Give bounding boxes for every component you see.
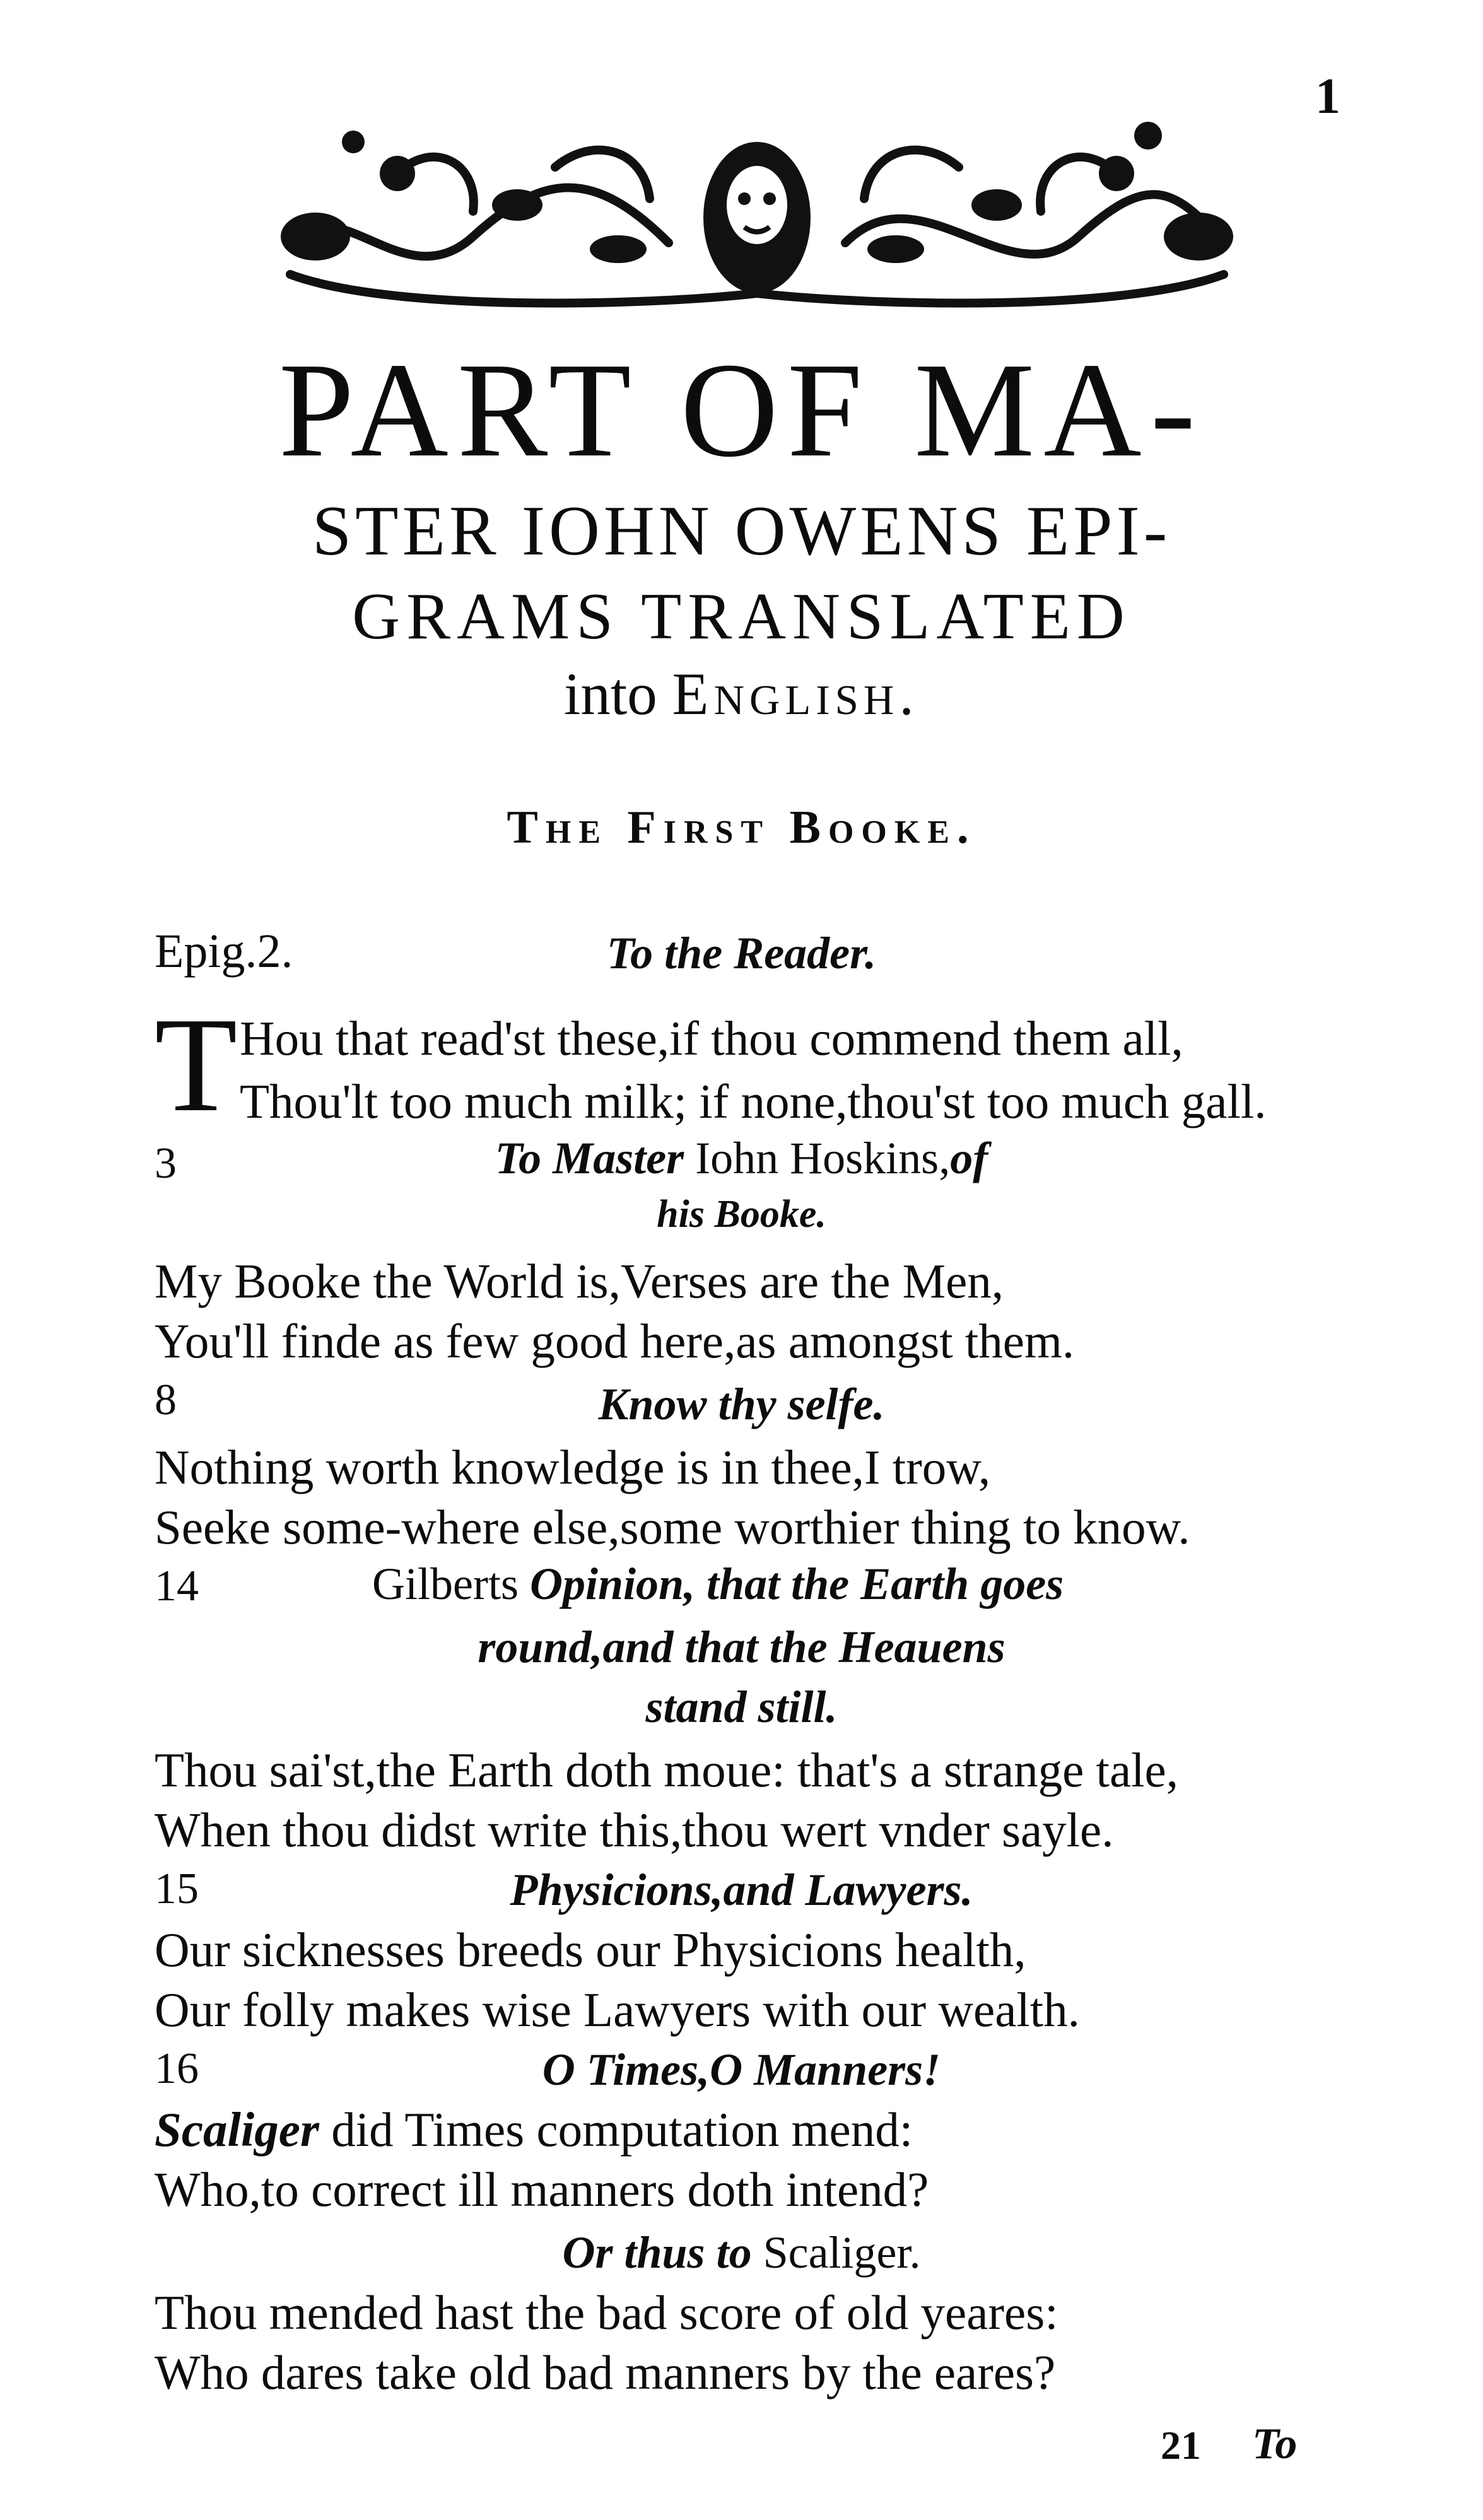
- drop-cap: T: [155, 989, 238, 1140]
- title-into: into: [564, 660, 672, 727]
- verse-line: Seeke some-where else,some worthier thing to know.: [155, 1500, 1190, 1554]
- title-line-1: PART OF MA-: [278, 334, 1205, 485]
- verse-line: Our folly makes wise Lawyers with our wealth.: [155, 1983, 1080, 2037]
- epigram-heading-cont: stand still.: [645, 1682, 838, 1732]
- heading-name: Iohn Hoskins,: [695, 1133, 951, 1183]
- epigram-heading: O Times,O Manners!: [542, 2044, 941, 2095]
- epigram-heading: Know thy selfe.: [598, 1379, 885, 1429]
- verse-line: Who dares take old bad manners by the eares?: [155, 2345, 1056, 2400]
- headpiece-ornament: [265, 110, 1249, 322]
- verse-line: Thou sai'st,the Earth doth moue: that's a strange tale,: [155, 1743, 1178, 1797]
- catchword: To: [1252, 2420, 1298, 2468]
- folio-number: 1: [1315, 69, 1340, 124]
- epigram-number: 8: [155, 1376, 177, 1424]
- signature-mark: 21: [1161, 2423, 1201, 2468]
- epigram-number: 3: [155, 1139, 177, 1188]
- verse-line: Who,to correct ill manners doth intend?: [155, 2162, 929, 2217]
- verse-line: My Booke the World is,Verses are the Men,: [155, 1254, 1004, 1308]
- title-line-3: GRAMS TRANSLATED: [352, 579, 1131, 653]
- verse-text: did Times computation mend:: [319, 2102, 913, 2157]
- heading-part: of: [950, 1133, 988, 1183]
- verse-line: [155, 2101, 913, 2159]
- book-heading: The First Booke.: [507, 802, 976, 853]
- title-line-4: [0, 659, 1483, 729]
- epigram-number: 15: [155, 1865, 199, 1913]
- epigram-heading-cont: his Booke.: [657, 1193, 826, 1236]
- verse-line: Thou'lt too much milk; if none,thou'st too much gall.: [240, 1074, 1267, 1128]
- epigram-number: Epig.2.: [155, 925, 293, 978]
- title-english: English.: [672, 660, 919, 727]
- verse-line: Our sicknesses breeds our Physicions health,: [155, 1923, 1026, 1977]
- verse-line: You'll finde as few good here,as amongst them.: [155, 1314, 1075, 1368]
- verse-name: Scaliger: [155, 2102, 319, 2157]
- epigram-number: 16: [155, 2044, 199, 2093]
- epigram-heading: [372, 1558, 1064, 1610]
- heading-name: Gilberts: [372, 1559, 519, 1609]
- epigram-number: 14: [155, 1562, 199, 1610]
- epigram-heading: [0, 1132, 1483, 1185]
- heading-part: To Master: [495, 1133, 684, 1183]
- verse-line: Nothing worth knowledge is in thee,I trow,: [155, 1440, 991, 1494]
- heading-part: Opinion, that the Earth goes: [529, 1559, 1064, 1609]
- epigram-heading: To the Reader.: [606, 928, 877, 978]
- verse-line: When thou didst write this,thou wert vnder sayle.: [155, 1803, 1114, 1857]
- epigram-heading: Physicions,and Lawyers.: [510, 1865, 973, 1915]
- verse-line: Thou mended hast the bad score of old yeares:: [155, 2285, 1058, 2340]
- sub-heading: [0, 2227, 1483, 2279]
- epigram-heading-cont: round,and that the Heauens: [478, 1622, 1005, 1672]
- heading-part: Or thus to: [562, 2227, 752, 2278]
- heading-name: Scaliger.: [763, 2227, 921, 2278]
- verse-line: Hou that read'st these,if thou commend them all,: [240, 1011, 1183, 1065]
- title-line-2: STER IOHN OWENS EPI-: [312, 492, 1171, 570]
